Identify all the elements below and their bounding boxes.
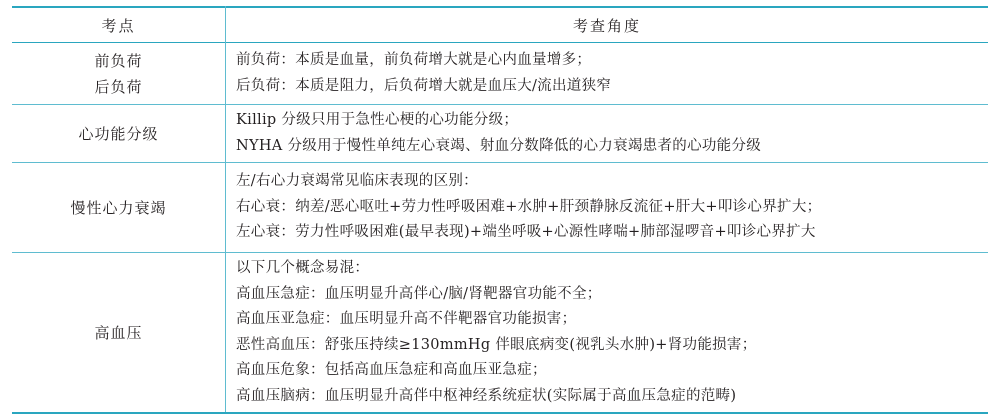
row3-detail-line3: 左心衰：劳力性呼吸困难(最早表现)+端坐呼吸+心源性哮喘+肺部湿啰音+叩诊心界扩大: [236, 224, 816, 241]
row1-detail-line1: 前负荷：本质是血量，前负荷增大就是心内血量增多；: [236, 52, 592, 68]
row4-detail-line2: 高血压急症：血压明显升高伴心/脑/肾靶器官功能不全；: [236, 285, 602, 302]
row1-topic-line1: 前负荷: [94, 51, 143, 70]
table-row-detail: [236, 43, 980, 104]
column-divider: [225, 6, 226, 414]
header-angle: 考查角度: [572, 16, 641, 35]
row4-detail-line5: 高血压危象：包括高血压急症和高血压亚急症；: [236, 362, 547, 378]
row4-detail-line4: 恶性高血压：舒张压持续≥130mmHg 伴眼底病变(视乳头水肿)+肾功能损害；: [236, 336, 757, 353]
row2-detail-line2: NYHA 分级用于慢性单纯左心衰竭、射血分数降低的心力衰竭患者的心功能分级: [236, 137, 762, 154]
table-row-topic: [12, 253, 225, 412]
header-topic: 考点: [101, 16, 136, 35]
table-row-topic: [12, 163, 225, 252]
row4-detail-line6: 高血压脑病：血压明显升高伴中枢神经系统症状(实际属于高血压急症的范畴): [236, 387, 737, 404]
row3-detail-line2: 右心衰：纳差/恶心呕吐+劳力性呼吸困难+水肿+肝颈静脉反流征+肝大+叩诊心界扩大；: [236, 198, 822, 215]
table-row-detail: [236, 163, 980, 252]
row3-topic-line1: 慢性心力衰竭: [70, 198, 167, 217]
row3-detail-line1: 左/右心力衰竭常见临床表现的区别：: [236, 173, 478, 190]
exam-points-table: [12, 6, 988, 414]
table-row-topic: [12, 105, 225, 162]
table-row-detail: [236, 253, 980, 412]
row4-detail-line1: 以下几个概念易混：: [236, 260, 370, 276]
row2-detail-line1: Killip 分级只用于急性心梗的心功能分级；: [236, 112, 519, 128]
row2-topic-line1: 心功能分级: [78, 124, 159, 143]
row4-topic-line1: 高血压: [94, 323, 143, 342]
row4-detail-line3: 高血压亚急症：血压明显升高不伴靶器官功能损害；: [236, 311, 577, 327]
table-row-detail: [236, 105, 980, 162]
row1-topic-line2: 后负荷: [94, 77, 143, 96]
table-row-topic: [12, 43, 225, 104]
row1-detail-line2: 后负荷：本质是阻力，后负荷增大就是血压大/流出道狭窄: [236, 77, 612, 94]
